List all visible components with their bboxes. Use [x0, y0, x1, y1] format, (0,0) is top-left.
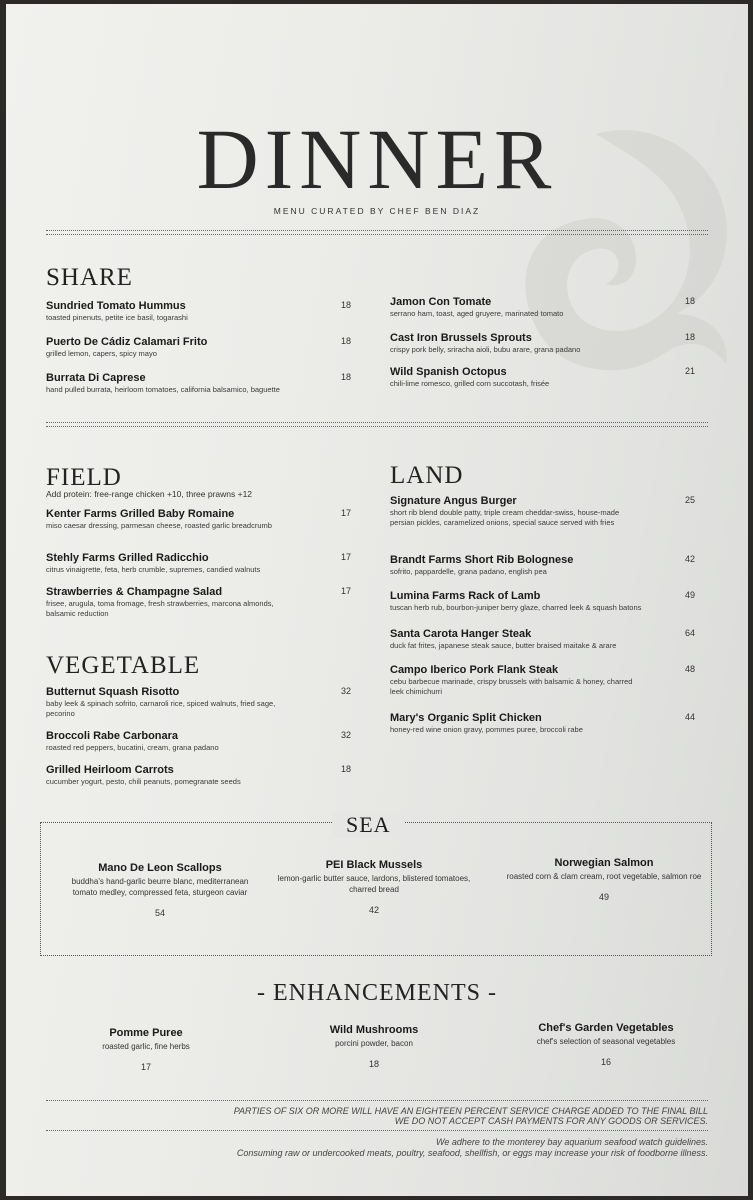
section-title-enhancements: - ENHANCEMENTS -	[257, 980, 497, 1006]
menu-item	[390, 628, 695, 651]
divider	[46, 1100, 708, 1101]
item-price: 64	[684, 628, 695, 638]
menu-item	[390, 590, 695, 613]
item-name: Santa Carota Hanger Steak	[390, 628, 532, 640]
item-name: Sundried Tomato Hummus	[46, 300, 186, 312]
item-price: 17	[340, 586, 351, 596]
item-description: crispy pork belly, sriracha aioli, bubu arare, grana padano	[390, 345, 581, 354]
item-description: serrano ham, toast, aged gruyere, marinated tomato	[390, 309, 564, 318]
item-price: 18	[340, 300, 351, 310]
item-name: Cast Iron Brussels Sprouts	[390, 332, 532, 344]
menu-item	[46, 730, 351, 753]
item-name: Brandt Farms Short Rib Bolognese	[390, 554, 574, 566]
item-description: roasted garlic, fine herbs	[102, 1042, 190, 1051]
item-name: Chef's Garden Vegetables	[538, 1022, 674, 1034]
food-safety-note: Consuming raw or undercooked meats, poultry, seafood, shellfish, or eggs may increase your risk of foodborne illness.	[236, 1148, 708, 1158]
menu-page	[6, 4, 748, 1196]
menu-item	[46, 336, 351, 359]
item-description: citrus vinaigrette, feta, herb crumble, supremes, candied walnuts	[46, 565, 261, 574]
seafood-watch-note: We adhere to the monterey bay aquarium seafood watch guidelines.	[436, 1137, 708, 1147]
page-subtitle: MENU CURATED BY CHEF BEN DIAZ	[273, 206, 481, 216]
item-name: PEI Black Mussels	[325, 859, 423, 871]
item-name: Jamon Con Tomate	[390, 296, 492, 308]
item-description: roasted red peppers, bucatini, cream, grana padano	[46, 743, 219, 752]
item-price: 42	[684, 554, 695, 564]
item-price: 18	[684, 296, 695, 306]
section-title-sea: SEA	[332, 812, 405, 838]
item-price: 49	[598, 892, 609, 902]
section-title-vegetable: VEGETABLE	[46, 652, 201, 679]
item-name: Broccoli Rabe Carbonara	[46, 730, 179, 742]
menu-item	[46, 372, 351, 395]
section-title-land: LAND	[390, 462, 464, 489]
item-description: honey-red wine onion gravy, pommes puree, broccoli rabe	[390, 725, 583, 734]
menu-item	[390, 495, 695, 528]
item-name: Mary's Organic Split Chicken	[390, 712, 542, 724]
item-description: buddha's hand-garlic beurre blanc, mediterranean tomato medley, compressed feta, sturgeon caviar	[71, 877, 249, 897]
menu-item	[390, 664, 695, 697]
item-name: Pomme Puree	[109, 1027, 183, 1039]
item-name: Butternut Squash Risotto	[46, 686, 180, 698]
item-price: 49	[684, 590, 695, 600]
item-description: miso caesar dressing, parmesan cheese, roasted garlic breadcrumb	[46, 521, 272, 530]
item-price: 18	[368, 1059, 379, 1069]
item-price: 42	[368, 905, 379, 915]
item-description: sofrito, pappardelle, grana padano, english pea	[390, 567, 547, 576]
menu-item	[60, 862, 260, 918]
item-description: roasted corn & clam cream, root vegetable, salmon roe	[506, 872, 702, 881]
menu-item	[46, 1027, 246, 1072]
item-price: 17	[140, 1062, 151, 1072]
divider	[46, 1130, 708, 1131]
item-price: 44	[684, 712, 695, 722]
divider	[46, 230, 708, 235]
menu-item	[390, 712, 695, 735]
item-name: Signature Angus Burger	[390, 495, 517, 507]
menu-item	[46, 300, 351, 323]
item-price: 32	[340, 730, 351, 740]
item-description: toasted pinenuts, petite ice basil, togarashi	[46, 313, 188, 322]
item-price: 18	[340, 764, 351, 774]
item-description: duck fat frites, japanese steak sauce, butter braised maitake & arare	[390, 641, 617, 650]
item-price: 32	[340, 686, 351, 696]
menu-item	[46, 764, 351, 787]
cash-policy-note: WE DO NOT ACCEPT CASH PAYMENTS FOR ANY GOODS OR SERVICES.	[394, 1116, 708, 1126]
item-description: grilled lemon, capers, spicy mayo	[46, 349, 157, 358]
menu-item	[46, 508, 351, 531]
section-title-field: FIELD	[46, 464, 122, 491]
menu-item	[504, 857, 704, 902]
item-description: hand pulled burrata, heirloom tomatoes, california balsamico, baguette	[46, 385, 280, 394]
service-charge-note: PARTIES OF SIX OR MORE WILL HAVE AN EIGHTEEN PERCENT SERVICE CHARGE ADDED TO THE FINAL BILL	[233, 1106, 708, 1116]
item-description: lemon-garlic butter sauce, lardons, blistered tomatoes, charred bread	[277, 874, 471, 894]
item-description: short rib blend double patty, triple cream cheddar-swiss, house-made persian pickles, caramelized onions, special sauce served with fries	[390, 508, 620, 527]
item-price: 48	[684, 664, 695, 674]
section-title-share: SHARE	[46, 264, 133, 291]
item-description: tuscan herb rub, bourbon-juniper berry glaze, charred leek & squash batons	[390, 603, 642, 612]
item-name: Lumina Farms Rack of Lamb	[390, 590, 541, 602]
item-name: Strawberries & Champagne Salad	[46, 586, 223, 598]
menu-item	[390, 296, 695, 319]
item-price: 16	[600, 1057, 611, 1067]
item-description: frisee, arugula, toma fromage, fresh strawberries, marcona almonds, balsamic reduction	[46, 599, 274, 618]
item-name: Stehly Farms Grilled Radicchio	[46, 552, 209, 564]
divider	[46, 422, 708, 427]
item-price: 18	[340, 372, 351, 382]
item-name: Mano De Leon Scallops	[98, 862, 222, 874]
menu-item	[274, 859, 474, 915]
item-name: Kenter Farms Grilled Baby Romaine	[46, 508, 235, 520]
menu-item	[506, 1022, 706, 1067]
item-price: 18	[684, 332, 695, 342]
item-price: 54	[154, 908, 165, 918]
menu-item	[46, 552, 351, 575]
page-title: DINNER	[196, 111, 558, 207]
menu-item	[390, 332, 695, 355]
item-description: porcini powder, bacon	[335, 1039, 413, 1048]
protein-note: Add protein: free-range chicken +10, three prawns +12	[46, 489, 253, 499]
item-name: Grilled Heirloom Carrots	[46, 764, 174, 776]
item-name: Wild Mushrooms	[329, 1024, 419, 1036]
menu-item	[46, 686, 351, 719]
item-description: baby leek & spinach sofrito, carnaroli rice, spiced walnuts, fried sage, pecorino	[46, 699, 276, 718]
item-price: 17	[340, 508, 351, 518]
item-description: cebu barbecue marinade, crispy brussels with balsamic & honey, charred leek chimichurri	[390, 677, 633, 696]
item-name: Burrata Di Caprese	[46, 372, 146, 384]
item-description: cucumber yogurt, pesto, chili peanuts, pomegranate seeds	[46, 777, 241, 786]
menu-item	[274, 1024, 474, 1069]
menu-item	[390, 554, 695, 577]
item-price: 18	[340, 336, 351, 346]
menu-item	[46, 586, 351, 619]
item-price: 21	[684, 366, 695, 376]
item-description: chili-lime romesco, grilled corn succotash, frisée	[390, 379, 550, 388]
item-name: Norwegian Salmon	[554, 857, 654, 869]
item-name: Wild Spanish Octopus	[390, 366, 507, 378]
menu-item	[390, 366, 695, 389]
item-description: chef's selection of seasonal vegetables	[536, 1037, 676, 1046]
item-price: 25	[684, 495, 695, 505]
item-price: 17	[340, 552, 351, 562]
item-name: Puerto De Cádiz Calamari Frito	[46, 336, 208, 348]
item-name: Campo Iberico Pork Flank Steak	[390, 664, 559, 676]
